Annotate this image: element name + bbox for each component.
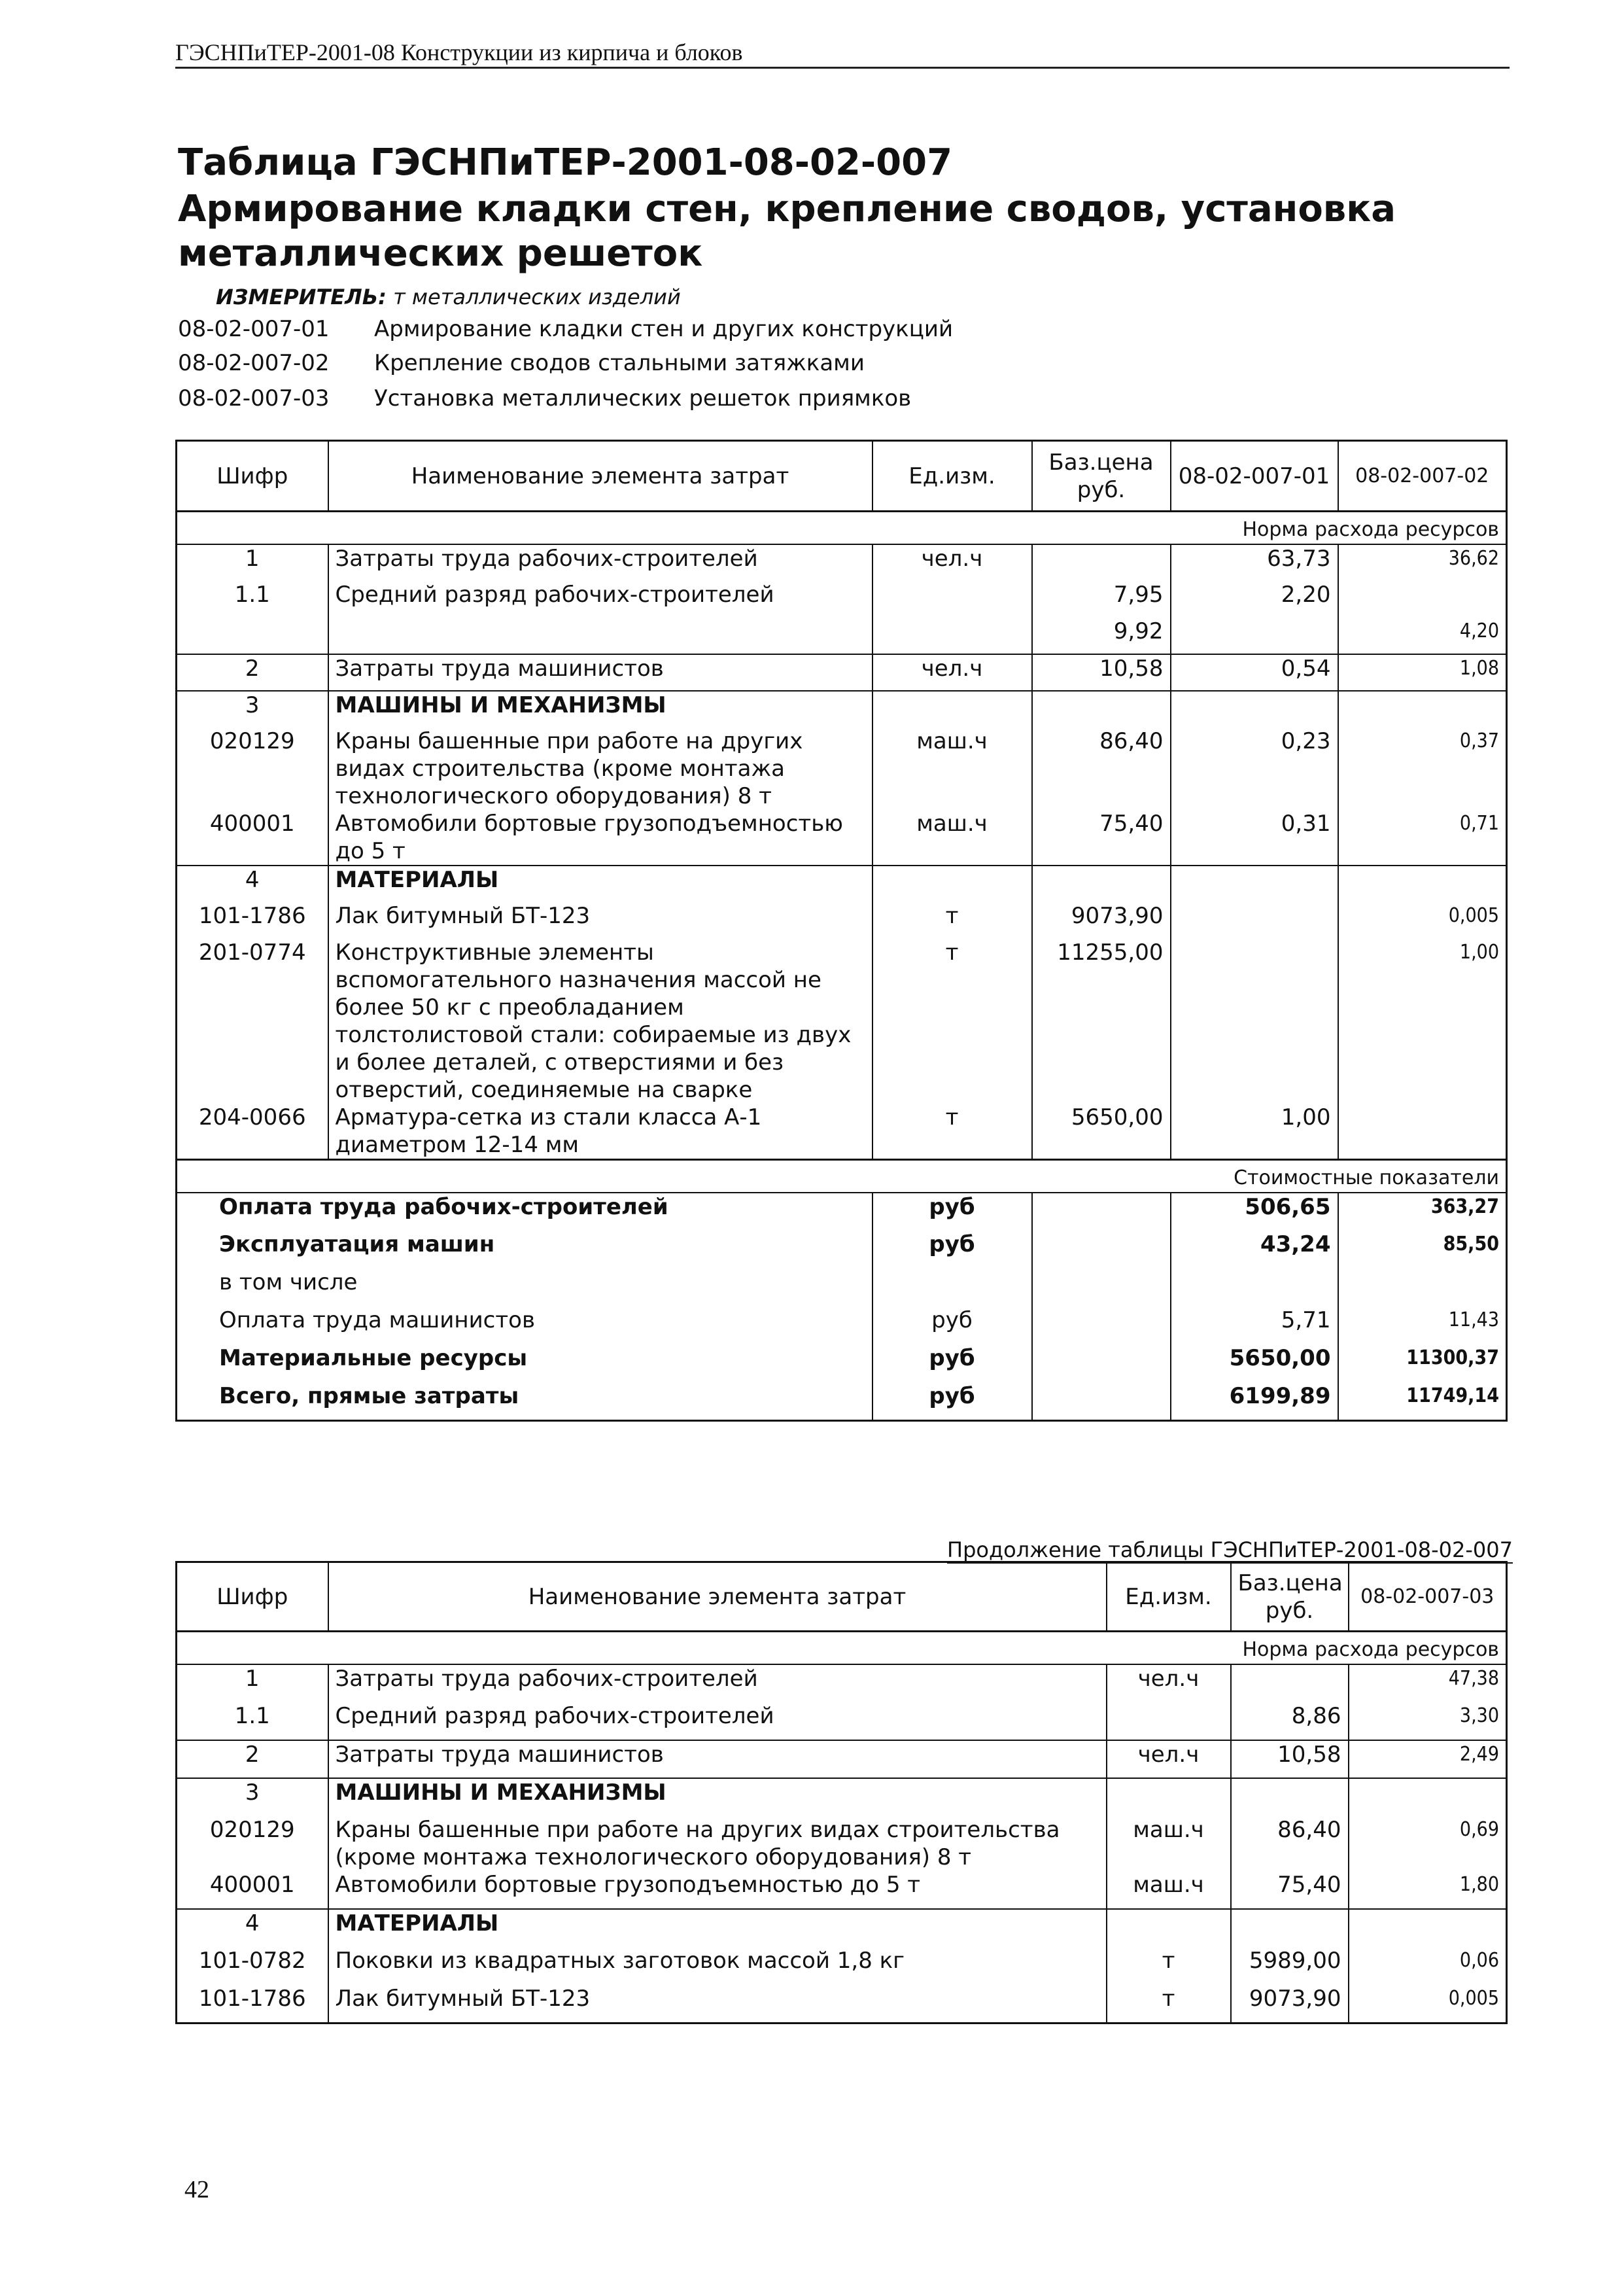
- header-cipher: Шифр: [177, 441, 328, 512]
- page-number: 42: [184, 2176, 209, 2203]
- table-row: [177, 1104, 1507, 1160]
- cost-price-empty: [1032, 1344, 1171, 1382]
- cost-value-01: 5,71: [1171, 1306, 1338, 1344]
- row-value-03: 0,69: [1349, 1816, 1507, 1871]
- row-name: Краны башенные при работе на других видах строительства (кроме монтажа технологического оборудования) 8 т: [328, 727, 872, 810]
- table-row: [177, 1816, 1507, 1871]
- code-line-code: 08-02-007-02: [178, 350, 330, 376]
- row-value-03: 2,49: [1349, 1740, 1507, 1778]
- row-price: [1032, 544, 1171, 581]
- row-name: Затраты труда рабочих-строителей: [328, 1664, 1107, 1702]
- cost-unit: [872, 1269, 1032, 1306]
- code-line: [178, 313, 953, 345]
- row-cipher: 4: [177, 866, 328, 902]
- row-cipher: 101-1786: [177, 1985, 328, 2023]
- cost-value-02: 363,27: [1338, 1193, 1507, 1231]
- header-cipher: Шифр: [177, 1562, 328, 1632]
- cost-value-02: 11749,14: [1338, 1382, 1507, 1420]
- table-row: [177, 618, 1507, 654]
- cost-price-empty: [1032, 1306, 1171, 1344]
- row-unit: чел.ч: [872, 654, 1032, 691]
- cost-value-02: 11,43: [1338, 1306, 1507, 1344]
- row-name: Конструктивные элементы вспомогательного назначения массой не более 50 кг с преобладанием толстолистовой стали: собираемые из двух и более деталей, с отверстиями и без отверстий, соединяемые на сварке: [328, 939, 872, 1104]
- table-row: [177, 544, 1507, 581]
- row-value-01: 63,73: [1171, 544, 1338, 581]
- cost-name: Всего, прямые затраты: [177, 1382, 872, 1420]
- row-price: 5989,00: [1231, 1947, 1349, 1985]
- row-unit: т: [872, 902, 1032, 939]
- row-price: 9,92: [1032, 618, 1171, 654]
- row-name: Средний разряд рабочих-строителей: [328, 1702, 1107, 1740]
- table-title: [178, 139, 1551, 276]
- cost-unit: руб: [872, 1306, 1032, 1344]
- row-cipher: 204-0066: [177, 1104, 328, 1160]
- row-value-01: 0,23: [1171, 727, 1338, 810]
- cost-band-label: Стоимостные показатели: [177, 1160, 1507, 1193]
- row-name: МАТЕРИАЛЫ: [328, 866, 872, 902]
- table-row: [177, 1702, 1507, 1740]
- header-col-01: 08-02-007-01: [1171, 441, 1338, 512]
- cost-value-01: [1171, 1269, 1338, 1306]
- cost-row: [177, 1382, 1507, 1420]
- code-line-name: Крепление сводов стальными затяжками: [374, 350, 865, 376]
- cost-value-01: 6199,89: [1171, 1382, 1338, 1420]
- table-header-row: [177, 441, 1507, 512]
- row-price: 75,40: [1032, 810, 1171, 866]
- cost-row: [177, 1269, 1507, 1306]
- cost-value-01: 5650,00: [1171, 1344, 1338, 1382]
- row-cipher: 2: [177, 654, 328, 691]
- row-value-03: 1,80: [1349, 1871, 1507, 1909]
- cost-unit: руб: [872, 1382, 1032, 1420]
- row-unit: т: [872, 1104, 1032, 1160]
- row-price: [1032, 866, 1171, 902]
- cost-value-02: 11300,37: [1338, 1344, 1507, 1382]
- cost-unit: руб: [872, 1193, 1032, 1231]
- row-cipher: 201-0774: [177, 939, 328, 1104]
- row-price: 86,40: [1032, 727, 1171, 810]
- cost-row: [177, 1193, 1507, 1231]
- row-unit: чел.ч: [1107, 1664, 1231, 1702]
- row-unit: [1107, 1909, 1231, 1947]
- cost-value-02: 85,50: [1338, 1231, 1507, 1269]
- cost-name: Материальные ресурсы: [177, 1344, 872, 1382]
- row-price: [1231, 1664, 1349, 1702]
- header-name: Наименование элемента затрат: [328, 1562, 1107, 1632]
- row-value-01: [1171, 902, 1338, 939]
- running-header: ГЭСНПиТЕР-2001-08 Конструкции из кирпича и блоков: [175, 38, 1510, 69]
- table-row: [177, 902, 1507, 939]
- header-price: Баз.цена руб.: [1231, 1562, 1349, 1632]
- row-cipher: 400001: [177, 810, 328, 866]
- row-price: [1231, 1909, 1349, 1947]
- norm-band-row: [177, 1632, 1507, 1665]
- row-price: 7,95: [1032, 581, 1171, 618]
- row-value-02: 0,005: [1338, 902, 1507, 939]
- cost-price-empty: [1032, 1382, 1171, 1420]
- header-unit: Ед.изм.: [1107, 1562, 1231, 1632]
- table-body: [177, 1664, 1507, 2023]
- table-body: [177, 544, 1507, 1160]
- row-cipher: 020129: [177, 727, 328, 810]
- row-name: Поковки из квадратных заготовок массой 1,8 кг: [328, 1947, 1107, 1985]
- table-row: [177, 1985, 1507, 2023]
- row-value-01: [1171, 939, 1338, 1104]
- resource-table-continuation: [175, 1561, 1508, 2024]
- row-cipher: 101-1786: [177, 902, 328, 939]
- row-unit: маш.ч: [1107, 1816, 1231, 1871]
- row-unit: [872, 618, 1032, 654]
- norm-band-label: Норма расхода ресурсов: [177, 512, 1507, 545]
- row-unit: [872, 866, 1032, 902]
- row-price: 75,40: [1231, 1871, 1349, 1909]
- row-name: Автомобили бортовые грузоподъемностью до 5 т: [328, 810, 872, 866]
- table-row: [177, 727, 1507, 810]
- row-value-01: 0,54: [1171, 654, 1338, 691]
- cost-value-01: 506,65: [1171, 1193, 1338, 1231]
- row-name: Автомобили бортовые грузоподъемностью до 5 т: [328, 1871, 1107, 1909]
- table-row: [177, 581, 1507, 618]
- row-unit: т: [872, 939, 1032, 1104]
- row-price: 11255,00: [1032, 939, 1171, 1104]
- header-col-02: 08-02-007-02: [1338, 441, 1507, 512]
- row-value-01: 2,20: [1171, 581, 1338, 618]
- row-value-03: 0,005: [1349, 1985, 1507, 2023]
- row-value-01: 1,00: [1171, 1104, 1338, 1160]
- code-line-code: 08-02-007-01: [178, 316, 330, 342]
- cost-name: Эксплуатация машин: [177, 1231, 872, 1269]
- code-line: [178, 382, 911, 415]
- row-unit: [1107, 1778, 1231, 1816]
- row-value-03: [1349, 1778, 1507, 1816]
- table-row: [177, 1778, 1507, 1816]
- table-row: [177, 691, 1507, 727]
- row-unit: т: [1107, 1947, 1231, 1985]
- row-cipher: 020129: [177, 1816, 328, 1871]
- row-value-02: [1338, 1104, 1507, 1160]
- row-price: 10,58: [1231, 1740, 1349, 1778]
- row-value-01: [1171, 866, 1338, 902]
- row-unit: маш.ч: [872, 727, 1032, 810]
- row-name: МАШИНЫ И МЕХАНИЗМЫ: [328, 1778, 1107, 1816]
- row-price: 8,86: [1231, 1702, 1349, 1740]
- row-name: Лак битумный БТ-123: [328, 1985, 1107, 2023]
- cost-price-empty: [1032, 1231, 1171, 1269]
- resource-table-main: [175, 440, 1508, 1422]
- row-cipher: [177, 618, 328, 654]
- table-header-row: [177, 1562, 1507, 1632]
- cost-row: [177, 1306, 1507, 1344]
- row-value-02: [1338, 691, 1507, 727]
- row-unit: чел.ч: [1107, 1740, 1231, 1778]
- row-value-01: 0,31: [1171, 810, 1338, 866]
- row-value-02: [1338, 581, 1507, 618]
- header-unit: Ед.изм.: [872, 441, 1032, 512]
- cost-name: Оплата труда машинистов: [177, 1306, 872, 1344]
- row-value-02: 0,71: [1338, 810, 1507, 866]
- table-row: [177, 1909, 1507, 1947]
- table-title-line-2: Армирование кладки стен, крепление сводов, установка: [178, 188, 1396, 230]
- cost-unit: руб: [872, 1344, 1032, 1382]
- norm-band-row: [177, 512, 1507, 545]
- table-row: [177, 654, 1507, 691]
- table-row: [177, 1947, 1507, 1985]
- row-cipher: 1: [177, 544, 328, 581]
- row-name: Краны башенные при работе на других видах строительства (кроме монтажа технологического оборудования) 8 т: [328, 1816, 1107, 1871]
- table-row: [177, 866, 1507, 902]
- row-value-03: 3,30: [1349, 1702, 1507, 1740]
- row-price: 9073,90: [1231, 1985, 1349, 2023]
- measure-unit: [216, 285, 681, 309]
- row-cipher: 101-0782: [177, 1947, 328, 1985]
- row-unit: чел.ч: [872, 544, 1032, 581]
- row-price: 9073,90: [1032, 902, 1171, 939]
- table-row: [177, 810, 1507, 866]
- table-row: [177, 939, 1507, 1104]
- table-row: [177, 1664, 1507, 1702]
- row-cipher: 2: [177, 1740, 328, 1778]
- row-cipher: 1.1: [177, 581, 328, 618]
- row-price: 10,58: [1032, 654, 1171, 691]
- cost-unit: руб: [872, 1231, 1032, 1269]
- row-name: Затраты труда машинистов: [328, 1740, 1107, 1778]
- row-cipher: 1: [177, 1664, 328, 1702]
- row-unit: [872, 581, 1032, 618]
- row-price: [1032, 691, 1171, 727]
- table-title-line-1: Таблица ГЭСНПиТЕР-2001-08-02-007: [178, 141, 953, 184]
- measure-label: ИЗМЕРИТЕЛЬ:: [216, 285, 387, 309]
- row-unit: [872, 691, 1032, 727]
- row-price: 86,40: [1231, 1816, 1349, 1871]
- row-value-03: [1349, 1909, 1507, 1947]
- continuation-label: Продолжение таблицы ГЭСНПиТЕР-2001-08-02-007: [947, 1537, 1513, 1562]
- row-name: МАТЕРИАЛЫ: [328, 1909, 1107, 1947]
- row-value-02: 0,37: [1338, 727, 1507, 810]
- cost-name: Оплата труда рабочих-строителей: [177, 1193, 872, 1231]
- row-name: Затраты труда рабочих-строителей: [328, 544, 872, 581]
- cost-row: [177, 1344, 1507, 1382]
- norm-band-label: Норма расхода ресурсов: [177, 1632, 1507, 1665]
- row-unit: маш.ч: [1107, 1871, 1231, 1909]
- row-cipher: 4: [177, 1909, 328, 1947]
- row-cipher: 400001: [177, 1871, 328, 1909]
- table-row: [177, 1871, 1507, 1909]
- row-name: Арматура-сетка из стали класса А-1 диаметром 12-14 мм: [328, 1104, 872, 1160]
- row-value-02: 4,20: [1338, 618, 1507, 654]
- cost-body: [177, 1193, 1507, 1420]
- header-name: Наименование элемента затрат: [328, 441, 872, 512]
- row-name: Затраты труда машинистов: [328, 654, 872, 691]
- row-name: МАШИНЫ И МЕХАНИЗМЫ: [328, 691, 872, 727]
- code-line-name: Армирование кладки стен и других конструкций: [374, 316, 954, 342]
- code-line: [178, 347, 865, 379]
- row-cipher: 1.1: [177, 1702, 328, 1740]
- row-name: Средний разряд рабочих-строителей: [328, 581, 872, 618]
- row-cipher: 3: [177, 1778, 328, 1816]
- row-value-02: 1,00: [1338, 939, 1507, 1104]
- row-unit: т: [1107, 1985, 1231, 2023]
- cost-value-01: 43,24: [1171, 1231, 1338, 1269]
- cost-value-02: [1338, 1269, 1507, 1306]
- table-title-line-3: металлических решеток: [178, 232, 703, 275]
- row-value-02: [1338, 866, 1507, 902]
- row-price: 5650,00: [1032, 1104, 1171, 1160]
- code-line-name: Установка металлических решеток приямков: [374, 385, 912, 412]
- row-name: Лак битумный БТ-123: [328, 902, 872, 939]
- row-price: [1231, 1778, 1349, 1816]
- row-value-01: [1171, 618, 1338, 654]
- header-col-03: 08-02-007-03: [1349, 1562, 1507, 1632]
- table-row: [177, 1740, 1507, 1778]
- cost-row: [177, 1231, 1507, 1269]
- measure-value: т металлических изделий: [393, 285, 681, 309]
- row-cipher: 3: [177, 691, 328, 727]
- row-unit: маш.ч: [872, 810, 1032, 866]
- row-value-01: [1171, 691, 1338, 727]
- row-value-02: 1,08: [1338, 654, 1507, 691]
- code-line-code: 08-02-007-03: [178, 385, 330, 412]
- row-value-03: 47,38: [1349, 1664, 1507, 1702]
- cost-band-row: [177, 1160, 1507, 1193]
- row-value-02: 36,62: [1338, 544, 1507, 581]
- row-unit: [1107, 1702, 1231, 1740]
- cost-price-empty: [1032, 1269, 1171, 1306]
- row-name: [328, 618, 872, 654]
- header-price: Баз.цена руб.: [1032, 441, 1171, 512]
- row-value-03: 0,06: [1349, 1947, 1507, 1985]
- cost-price-empty: [1032, 1193, 1171, 1231]
- cost-name: в том числе: [177, 1269, 872, 1306]
